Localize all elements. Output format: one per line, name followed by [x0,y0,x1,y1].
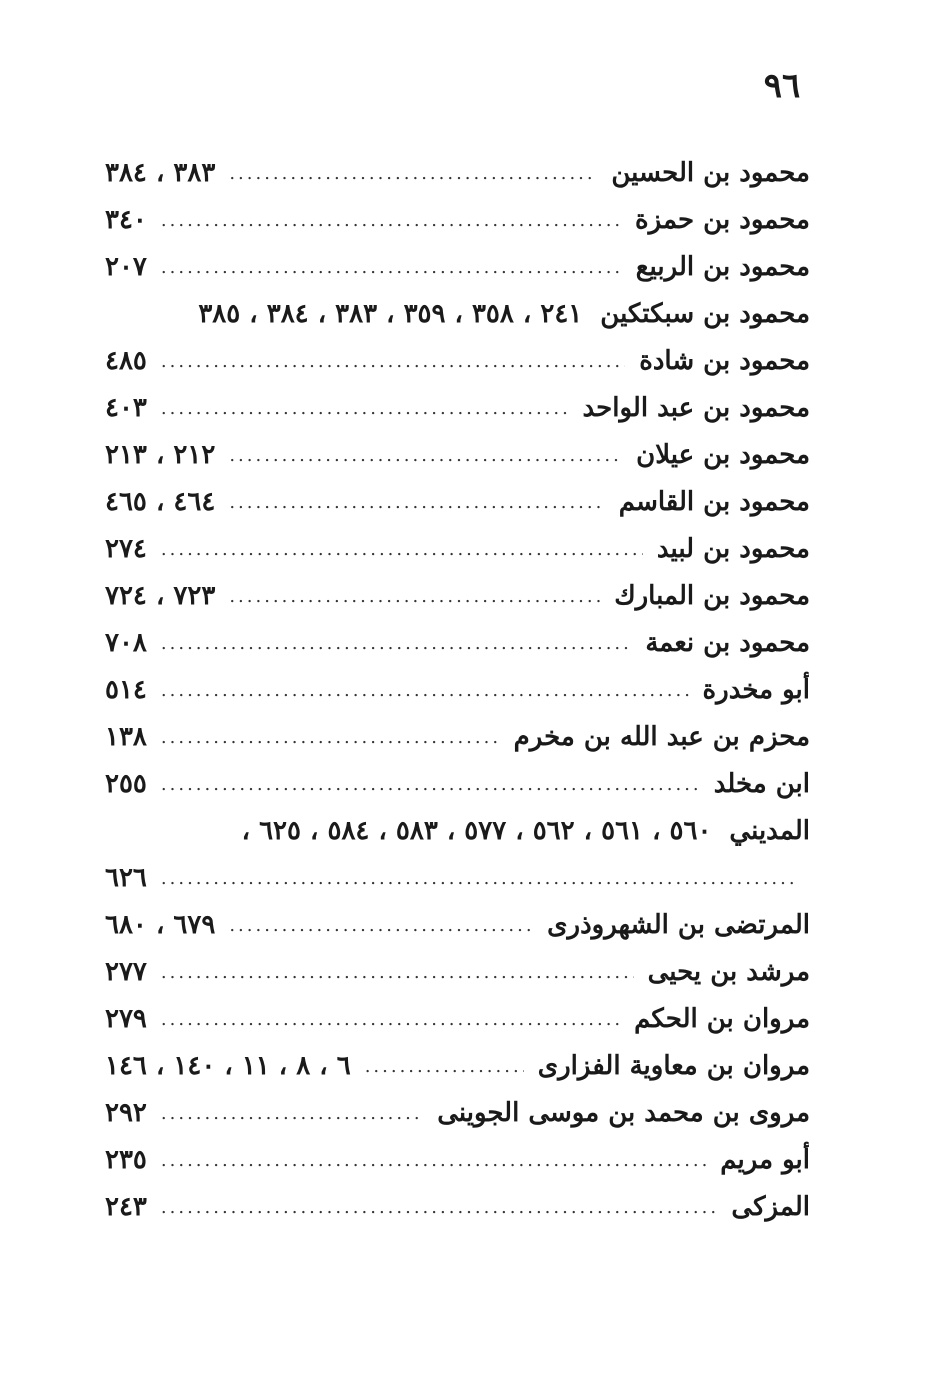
index-entry [105,1184,810,1231]
entry-pages: ٣٨٣ ، ٣٨٤ [105,158,216,188]
index-entry [105,526,810,573]
entry-pages: ٢٥٥ [105,769,147,799]
dot-leader [161,620,631,667]
dot-leader [161,855,796,902]
entry-pages: ٧٠٨ [105,628,147,658]
index-entry [105,902,810,949]
page-number: ٩٦ [763,66,801,106]
dot-leader [161,244,622,291]
index-entry [105,1090,810,1137]
entry-pages: ٢٠٧ [105,252,147,282]
index-entry [105,291,810,338]
dot-leader [161,1137,706,1184]
entry-name: مروان بن معاوية الفزارى [537,1051,810,1081]
dot-leader [161,761,700,808]
index-entry [105,150,810,197]
index-entry [105,385,810,432]
entry-pages: ٢٧٩ [105,1004,147,1034]
entry-pages: ١٣٨ [105,722,147,752]
index-entry [105,573,810,620]
entry-name: محمود بن الربيع [635,252,810,282]
entry-pages: ٤٨٥ [105,346,147,376]
dot-leader [161,338,625,385]
dot-leader [229,479,604,526]
index-entry [105,1043,810,1090]
entry-name: محمود بن القاسم [618,487,810,517]
entry-name: محزم بن عبد الله بن مخرم [513,722,810,752]
dot-leader [161,1184,718,1231]
entry-pages: ٦٧٩ ، ٦٨٠ [105,910,216,940]
dot-leader [229,432,622,479]
entry-name: ابن مخلد [713,769,810,799]
entry-name: محمود بن عيلان [636,440,810,470]
index-entry [105,432,810,479]
entry-name: محمود بن حمزة [635,205,810,235]
dot-leader [365,1043,524,1090]
entry-pages: ٢٩٢ [105,1098,147,1128]
entry-name: محمود بن نعمة [645,628,810,658]
entry-name: محمود بن شادة [639,346,810,376]
entry-name: محمود بن عبد الواحد [582,393,810,423]
index-entry [105,949,810,996]
index-entry [105,667,810,714]
index-entry [105,197,810,244]
entry-name: مروى بن محمد بن موسى الجوينى [437,1098,810,1128]
index-entry [105,1137,810,1184]
dot-leader [161,197,621,244]
entry-pages: ٢١٢ ، ٢١٣ [105,440,216,470]
entry-pages: ٢٤٣ [105,1192,147,1222]
entry-pages: ٧٢٣ ، ٧٢٤ [105,581,216,611]
index-entry [105,244,810,291]
index-entry [105,338,810,385]
entry-name: المزكى [731,1192,810,1222]
dot-leader [161,714,500,761]
entry-pages: ٢٧٧ [105,957,147,987]
entry-pages: ٥١٤ [105,675,147,705]
entry-pages: ٤٦٤ ، ٤٦٥ [105,487,216,517]
entry-name: أبو مريم [720,1145,810,1175]
dot-leader [161,526,643,573]
dot-leader [161,385,569,432]
dot-leader [161,996,620,1043]
entry-pages: ٢٤١ ، ٣٥٨ ، ٣٥٩ ، ٣٨٣ ، ٣٨٤ ، ٣٨٥ [198,299,583,329]
entry-name: المرتضى بن الشهروذرى [547,910,810,940]
dot-leader [161,667,689,714]
index-entry [105,808,810,855]
entry-name: أبو مخدرة [702,675,810,705]
entry-pages: ٦ ، ٨ ، ١١ ، ١٤٠ ، ١٤٦ [105,1051,351,1081]
index-entry [105,761,810,808]
index-entry [105,620,810,667]
dot-leader [229,150,597,197]
entry-pages: ٣٤٠ [105,205,147,235]
dot-leader [161,949,634,996]
index-entry [105,479,810,526]
index-entry [105,714,810,761]
entry-name: مرشد بن يحيى [647,957,810,987]
index-entry-continuation [105,855,810,902]
entry-pages: ٢٣٥ [105,1145,147,1175]
entry-pages: ٤٠٣ [105,393,147,423]
entry-name: محمود بن سبكتكين [600,299,810,329]
entry-pages: ٢٧٤ [105,534,147,564]
dot-leader [229,902,533,949]
index-list [105,150,810,1231]
entry-pages: ٦٢٦ [105,863,147,893]
entry-name: مروان بن الحكم [634,1004,810,1034]
dot-leader [161,1090,423,1137]
entry-name: محمود بن الحسين [611,158,810,188]
entry-pages: ٥٦٠ ، ٥٦١ ، ٥٦٢ ، ٥٧٧ ، ٥٨٣ ، ٥٨٤ ، ٦٢٥ ، [241,816,712,846]
dot-leader [229,573,600,620]
index-entry [105,996,810,1043]
entry-name: محمود بن لبيد [656,534,810,564]
entry-name: محمود بن المبارك [614,581,810,611]
entry-name: المديني [729,816,810,846]
